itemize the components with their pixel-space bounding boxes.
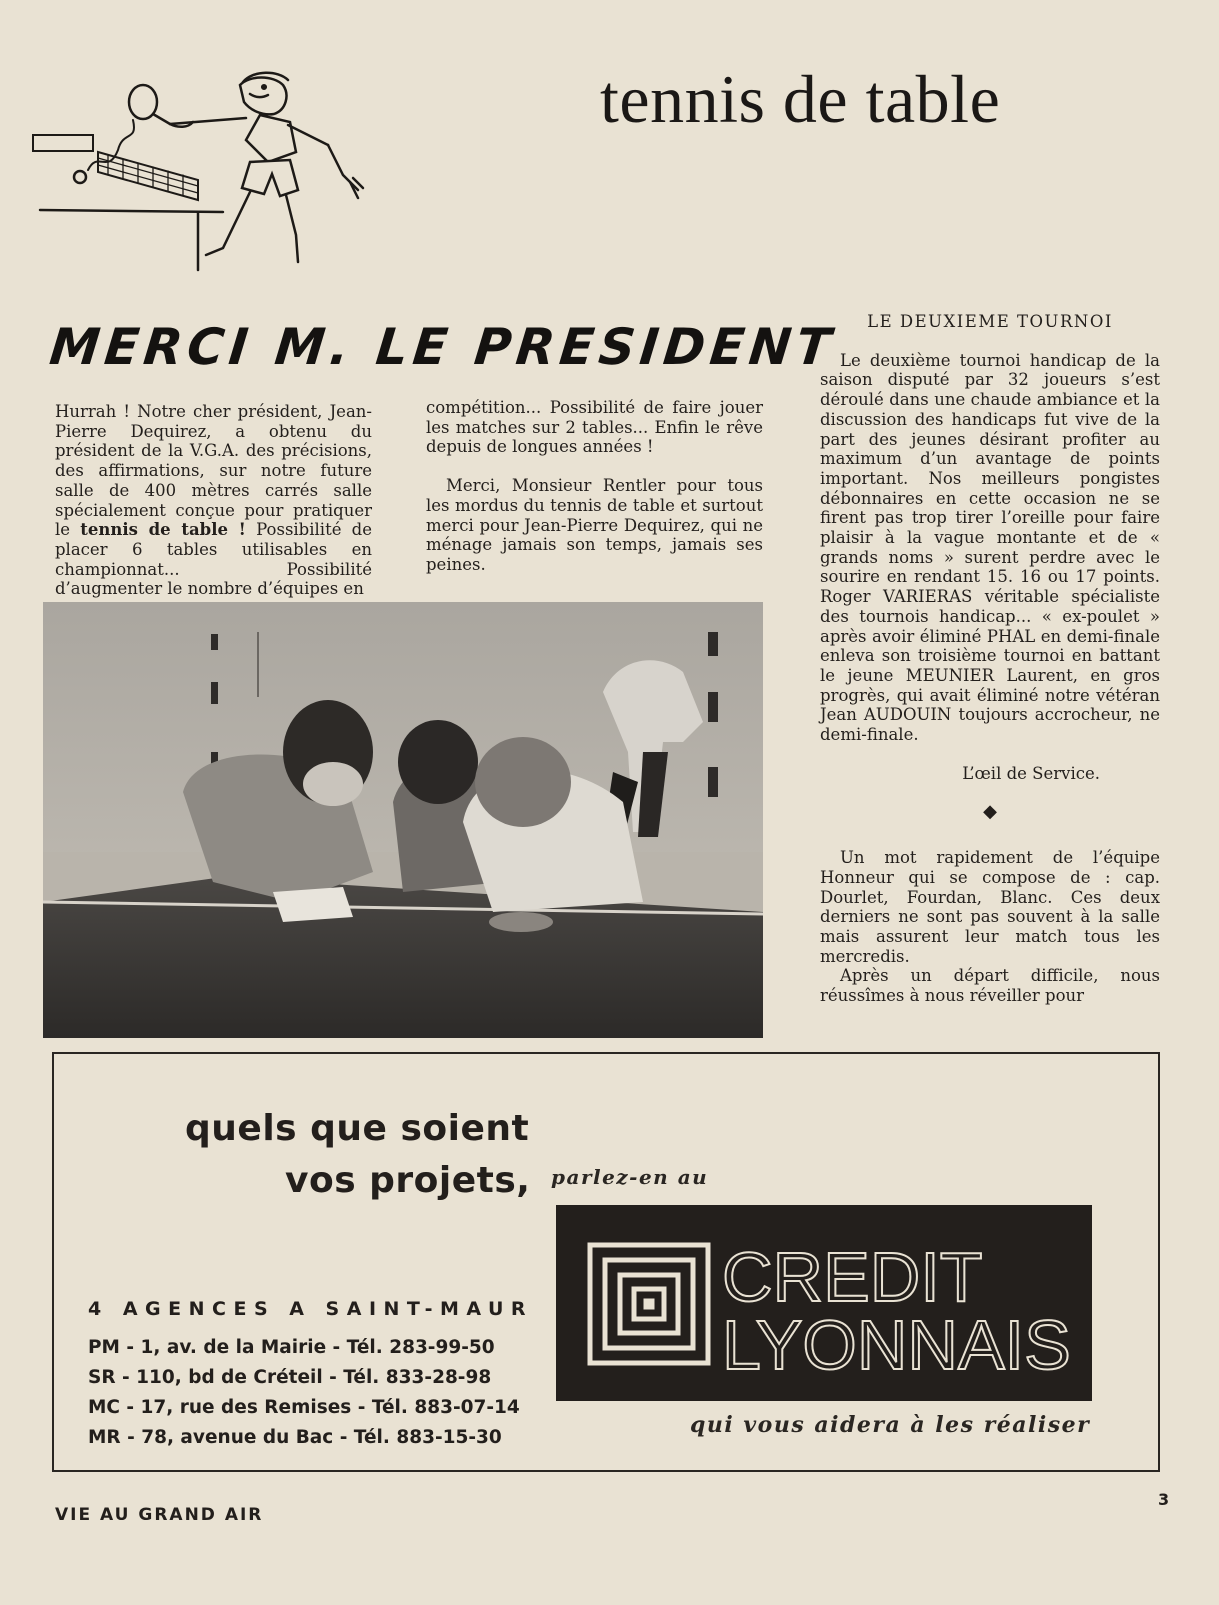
ad-slogan-line-2: vos projets,	[285, 1160, 531, 1201]
ad-parlez-text: parlez-en au	[551, 1165, 709, 1189]
headline: MERCI M. LE PRESIDENT	[46, 318, 839, 376]
section-title: tennis de table	[600, 61, 1001, 137]
article-text-continued: Possibilité de placer 6 tables utilisables en championnat... Possibilité d’augmenter le nombre d’équipes en	[55, 520, 372, 599]
article-column-2	[426, 398, 763, 575]
page-number: 3	[1158, 1490, 1170, 1509]
sidebar-heading: LE DEUXIEME TOURNOI	[867, 312, 1113, 331]
agency-row: MC - 17, rue des Remises - Tél. 883-07-14	[88, 1397, 520, 1418]
sidebar-column	[820, 312, 1160, 1006]
separator-diamond-icon: ◆	[983, 801, 997, 823]
agency-row: SR - 110, bd de Créteil - Tél. 833-28-98	[88, 1367, 492, 1388]
children-at-table-photo	[43, 602, 763, 1038]
agencies-list	[88, 1333, 518, 1453]
logo-line-1: CREDIT	[722, 1238, 983, 1316]
sidebar-paragraph: Le deuxième tournoi handicap de la saison disputé par 32 joueurs s’est déroulé dans une chaude ambiance et la discussion des handicaps fut vive de la part des jeunes désirant profiter au maximum d’un avantage de points important. Nos meilleurs pongistes débonnaires en cette occasion ne se firent pas trop tirer l’oreille pour faire plaisir à la vague montante et de « grands noms » surent perdre avec le sourire en rendant 15. 16 ou 17 points. Roger VARIERAS véritable spécialiste des tournois handicap... « ex-poulet » après avoir éliminé PHAL en demi-finale enleva son troisième tournoi en battant le jeune MEUNIER Laurent, en gros progrès, qui avait éliminé notre vétéran Jean AUDOUIN toujours accrocheur, ne demi-finale.	[820, 350, 1160, 745]
ad-slogan-line-1: quels que soient	[185, 1108, 530, 1149]
sidebar-paragraph: Un mot rapidement de l’équipe Honneur qui se compose de : cap. Dourlet, Fourdan, Blanc. Ces deux derniers ne sont pas souvent à la salle mais assurent leur match tous les mercredis.	[820, 848, 1160, 966]
article-paragraph: compétition... Possibilité de faire jouer les matches sur 2 tables... Enfin le rêve depuis de longues années !	[426, 398, 763, 457]
magazine-name: VIE AU GRAND AIR	[55, 1505, 264, 1525]
ad-tagline: qui vous aidera à les réaliser	[690, 1412, 1091, 1438]
article-column-1	[55, 402, 372, 599]
logo-line-2: LYONNAIS	[722, 1306, 1071, 1384]
agencies-heading: 4 AGENCES A SAINT-MAUR	[88, 1298, 534, 1320]
agency-row: PM - 1, av. de la Mairie - Tél. 283-99-50	[88, 1337, 495, 1358]
agency-row: MR - 78, avenue du Bac - Tél. 883-15-30	[88, 1427, 502, 1448]
signature: L’œil de Service.	[962, 763, 1100, 783]
sidebar-paragraph: Après un départ difficile, nous réussîmes à nous réveiller pour	[820, 966, 1160, 1006]
credit-lyonnais-logo	[556, 1205, 1092, 1401]
ping-pong-player-illustration	[28, 70, 368, 280]
article-text: Hurrah ! Notre cher président, Jean-Pierre Dequirez, a obtenu du président de la V.G.A. des précisions, des affirmations, sur notre future salle de 400 mètres carrés salle spécialement conçue pour pratiquer le	[55, 402, 372, 540]
article-paragraph: Merci, Monsieur Rentler pour tous les mordus du tennis de table et surtout merci pour Jean-Pierre Dequirez, qui ne ménage jamais son temps, jamais ses peines.	[426, 476, 763, 574]
article-bold-text: tennis de table !	[80, 520, 246, 540]
